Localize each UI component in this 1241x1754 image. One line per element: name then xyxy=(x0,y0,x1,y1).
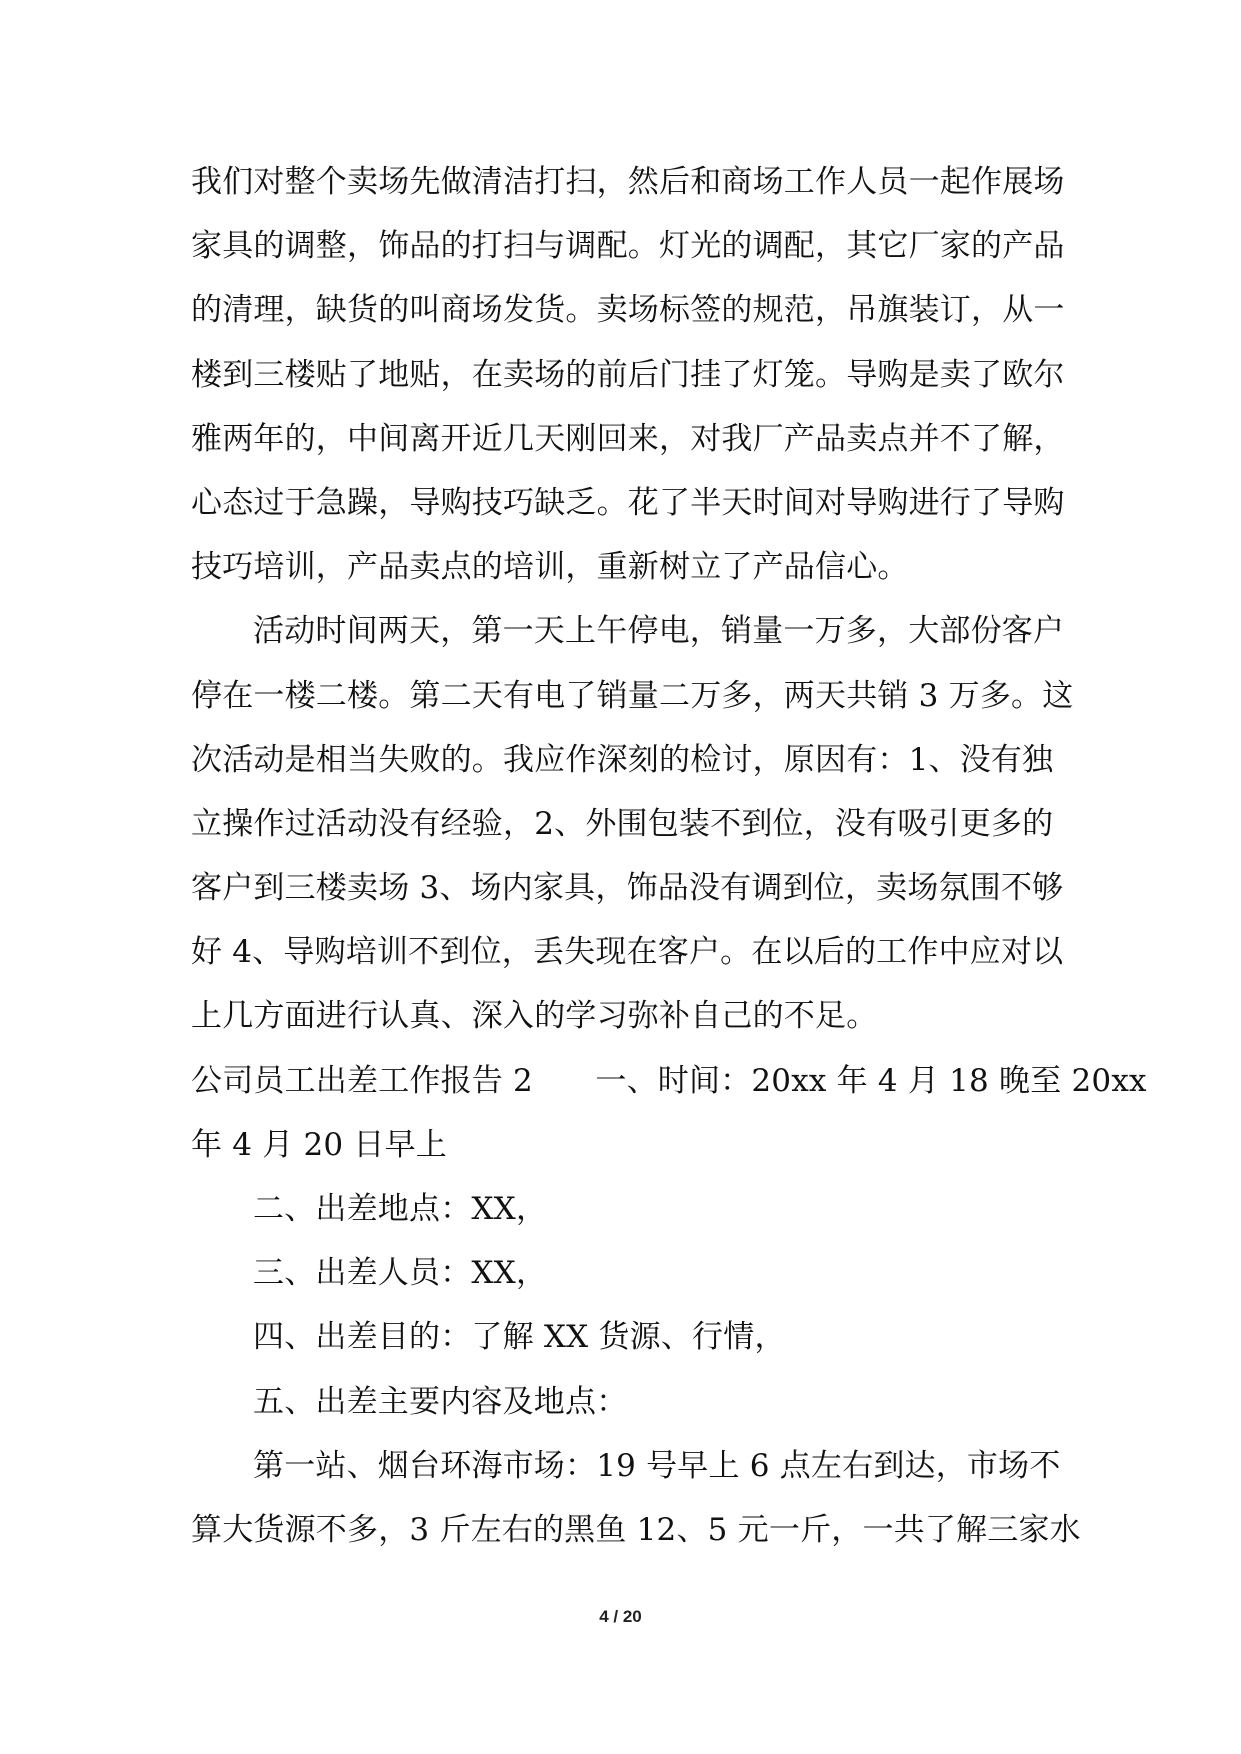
text-line: 二、出差地点：XX， xyxy=(253,1191,548,1227)
page-number: 4 / 20 xyxy=(599,1607,642,1626)
paragraph xyxy=(191,150,1065,599)
paragraph xyxy=(191,1434,1081,1562)
text-line: 算大货源不多，3 斤左右的黑鱼 12、5 元一斤，一共了解三家水 xyxy=(191,1511,1081,1548)
paragraph xyxy=(191,1241,1053,1305)
document-body xyxy=(191,150,1147,1562)
text-line: 的清理，缺货的叫商场发货。卖场标签的规范，吊旗装订，从一 xyxy=(191,292,1065,329)
text-line: 雅两年的，中间离开近几天刚回来，对我厂产品卖点并不了解， xyxy=(191,420,1065,457)
text-line: 心态过于急躁，导购技巧缺乏。花了半天时间对导购进行了导购 xyxy=(191,484,1065,521)
text-line: 客户到三楼卖场 3、场内家具，饰品没有调到位，卖场氛围不够 xyxy=(191,870,1064,907)
text-line: 三、出差人员：XX， xyxy=(253,1255,548,1292)
text-line: 上几方面进行认真、深入的学习弥补自己的不足。 xyxy=(191,998,878,1035)
text-line: 技巧培训，产品卖点的培训，重新树立了产品信心。 xyxy=(191,549,909,586)
text-line: 立操作过活动没有经验，2、外围包装不到位，没有吸引更多的 xyxy=(191,805,1054,842)
text-line: 家具的调整，饰品的打扫与调配。灯光的调配，其它厂家的产品 xyxy=(191,228,1065,265)
text-line: 次活动是相当失败的。我应作深刻的检讨，原因有：1、没有独 xyxy=(191,741,1054,778)
text-line: 四、出差目的：了解 XX 货源、行情， xyxy=(253,1319,786,1356)
text-line: 第一站、烟台环海市场：19 号早上 6 点左右到达，市场不 xyxy=(253,1447,1061,1484)
text-line: 五、出差主要内容及地点： xyxy=(253,1383,628,1420)
paragraph xyxy=(191,1049,1147,1177)
text-line: 楼到三楼贴了地贴，在卖场的前后门挂了灯笼。导购是卖了欧尔 xyxy=(191,356,1065,393)
text-line: 年 4 月 20 日早上 xyxy=(191,1126,447,1163)
text-line: 公司员工出差工作报告 2 一、时间：20xx 年 4 月 18 晚至 20xx xyxy=(191,1062,1147,1099)
paragraph xyxy=(191,1370,1053,1434)
paragraph xyxy=(191,1177,1053,1241)
paragraph xyxy=(191,599,1074,1048)
text-line: 活动时间两天，第一天上午停电，销量一万多，大部份客户 xyxy=(253,613,1065,650)
text-line: 好 4、导购培训不到位，丢失现在客户。在以后的工作中应对以 xyxy=(191,934,1064,971)
paragraph xyxy=(191,1305,1053,1369)
text-line: 我们对整个卖场先做清洁打扫，然后和商场工作人员一起作展场 xyxy=(191,164,1065,200)
text-line: 停在一楼二楼。第二天有电了销量二万多，两天共销 3 万多。这 xyxy=(191,677,1074,714)
